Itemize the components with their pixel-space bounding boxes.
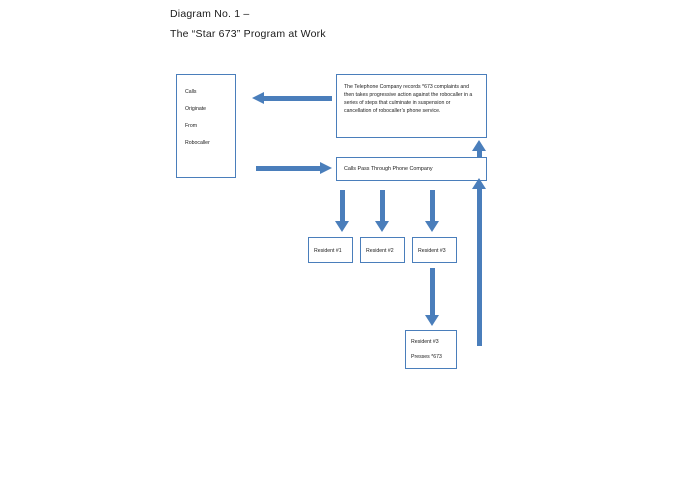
arrow-calls-pass-to-resident-2 [375,190,389,232]
page-title-line-1: Diagram No. 1 – [170,8,250,20]
arrow-head-down-icon [425,315,439,326]
arrow-calls-pass-to-resident-1 [335,190,349,232]
arrow-shaft [477,151,482,158]
arrow-resident-3-to-presses-box [425,268,439,326]
arrow-presses-box-to-calls-pass [472,178,486,346]
arrow-shaft [264,96,332,101]
arrow-shaft [340,190,345,221]
arrow-head-left-icon [252,92,264,104]
telephone-company-text: The Telephone Company records *673 complaints and then takes progressive action against the robocaller in a series of steps that culminate in suspension or cancellation of robocaller’s phone service. [344,84,473,115]
arrow-robocaller-to-calls-pass [256,162,332,174]
page-title-line-2: The “Star 673” Program at Work [170,28,326,40]
arrow-head-right-icon [320,162,332,174]
arrow-calls-pass-to-resident-3 [425,190,439,232]
arrow-head-down-icon [335,221,349,232]
presses-line-2: Presses *673 [411,354,442,360]
arrow-shaft [380,190,385,221]
node-resident-3 [412,237,457,263]
arrow-shaft [256,166,320,171]
presses-line-1: Resident #3 [411,339,439,345]
arrow-head-down-icon [425,221,439,232]
node-telephone-company-records [336,74,487,138]
arrow-shaft [430,190,435,221]
arrow-head-up-icon [472,178,486,189]
arrow-head-down-icon [375,221,389,232]
resident-1-label: Resident #1 [314,248,342,254]
node-calls-originate-from-robocaller [176,74,236,178]
robocaller-line-1: Calls [185,89,197,95]
node-resident-1 [308,237,353,263]
arrow-telephone-company-to-robocaller [252,92,332,104]
resident-2-label: Resident #2 [366,248,394,254]
arrow-head-up-icon [472,140,486,151]
arrow-shaft [477,189,482,346]
node-resident-3-presses-star-673 [405,330,457,369]
node-calls-pass-through-phone-company [336,157,487,181]
arrow-calls-pass-to-telephone-company [472,140,486,158]
arrow-shaft [430,268,435,315]
node-resident-2 [360,237,405,263]
robocaller-line-2: Originate [185,106,207,112]
calls-pass-text: Calls Pass Through Phone Company [344,166,433,172]
robocaller-line-4: Robocaller [185,140,210,146]
resident-3-label: Resident #3 [418,248,446,254]
robocaller-line-3: From [185,123,198,129]
